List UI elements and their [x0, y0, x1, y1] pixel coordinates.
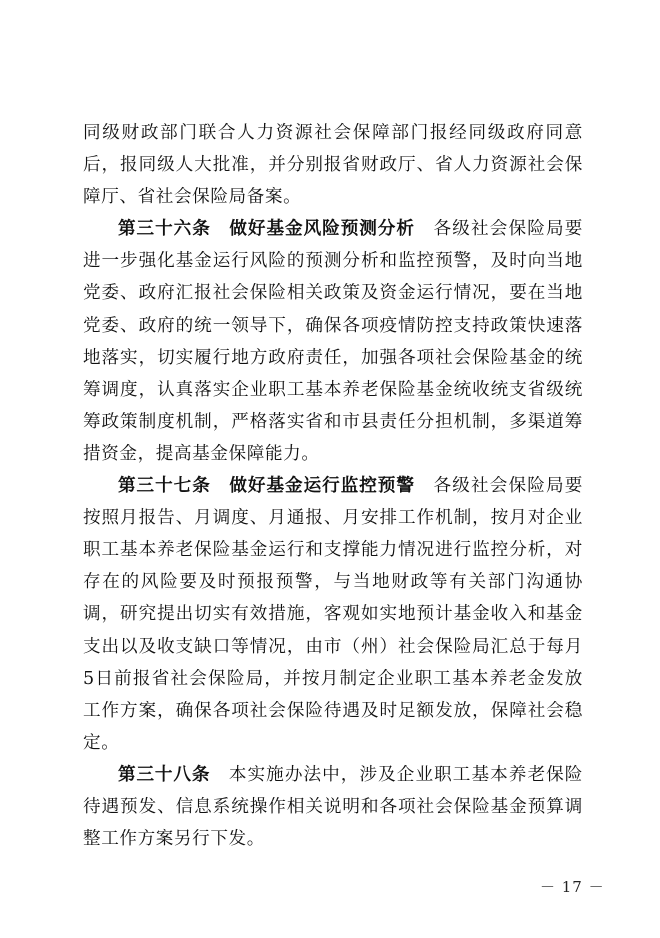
article-label: 第三十六条 — [118, 219, 211, 240]
paragraph-text: 各级社会保险局要按照月报告、月调度、月通报、月安排工作机制，按月对企业职工基本养老保险基金运行和支撑能力情况进行监控分析，对存在的风险要及时预报预警，与当地财政等有关部门沟通协调，研究提出切实有效措施，客观如实地预计基金收入和基金支出以及收支缺口等情况，由市（州）社会保险局汇总于每月5日前报省社会保险局，并按月制定企业职工基本养老金发放工作方案，确保各项社会保险待遇及时足额发放，保障社会稳定。 — [83, 476, 583, 753]
article-36 — [83, 213, 583, 470]
article-label: 第三十八条 — [118, 764, 211, 785]
article-title: 做好基金风险预测分析 — [228, 219, 415, 240]
page-number: － 17 － — [540, 878, 605, 896]
paragraph-text: 本实施办法中，涉及企业职工基本养老保险待遇预发、信息系统操作相关说明和各项社会保险基金预算调整工作方案另行下发。 — [83, 764, 583, 850]
article-label: 第三十七条 — [118, 476, 211, 497]
document-body — [83, 117, 583, 855]
article-title: 做好基金运行监控预警 — [228, 476, 415, 497]
paragraph-text: 同级财政部门联合人力资源社会保障部门报经同级政府同意后，报同级人大批准，并分别报省财政厅、省人力资源社会保障厅、省社会保险局备案。 — [83, 123, 583, 208]
article-38 — [83, 759, 583, 855]
article-37 — [83, 470, 583, 759]
paragraph-continuation — [83, 117, 583, 213]
paragraph-text: 各级社会保险局要进一步强化基金运行风险的预测分析和监控预警，及时向当地党委、政府汇报社会保险相关政策及资金运行情况，要在当地党委、政府的统一领导下，确保各项疫情防控支持政策快速落地落实，切实履行地方政府责任，加强各项社会保险基金的统筹调度，认真落实企业职工基本养老保险基金统收统支省级统筹政策制度机制，严格落实省和市县责任分担机制，多渠道筹措资金，提高基金保障能力。 — [83, 219, 583, 464]
